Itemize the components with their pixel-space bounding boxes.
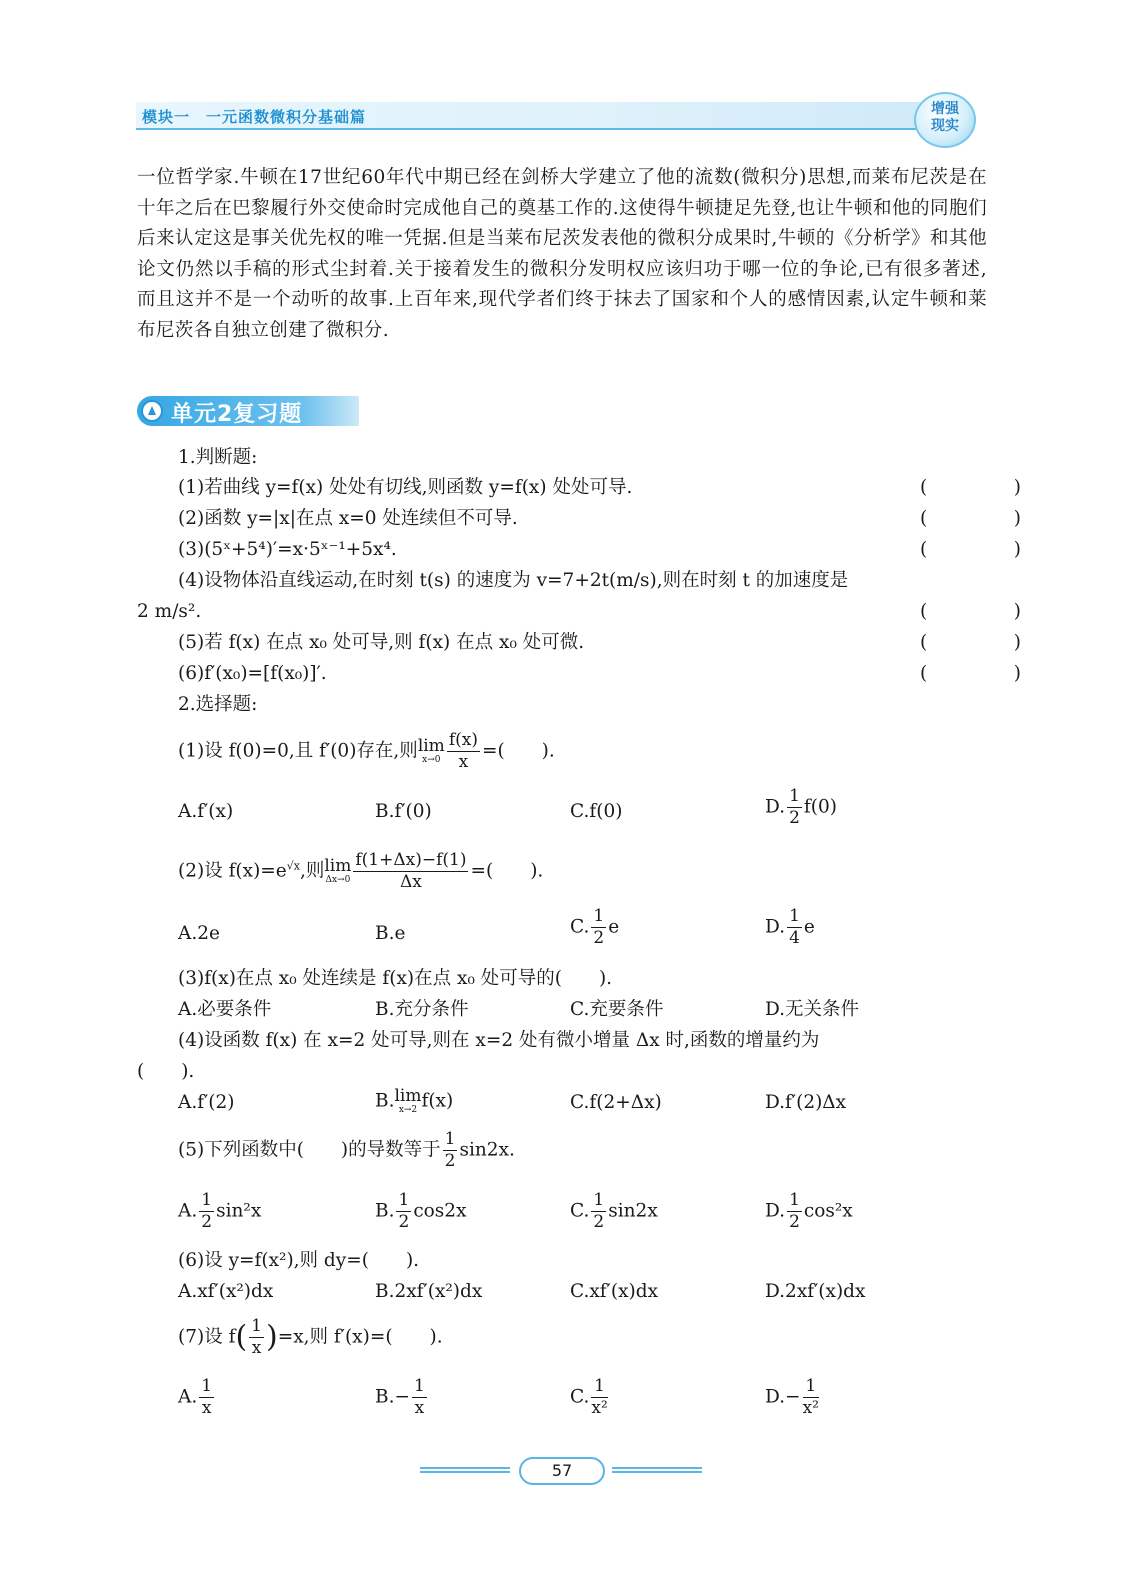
q2-p6-option-b[interactable]: B.2xf′(x²)dx: [375, 1281, 483, 1302]
q2-p7-option-b[interactable]: B.− $\frac{1}{x}$: [375, 1376, 425, 1418]
q2-p4-option-c[interactable]: C.f(2+Δx): [570, 1092, 662, 1113]
q2-p3-stem: (3)f(x)在点 x₀ 处连续是 f(x)在点 x₀ 处可导的( ).: [178, 968, 613, 989]
q2-p4-stem: (4)设函数 f(x) 在 x=2 处可导,则在 x=2 处有微小增量 Δx 时,函数的增量约为: [178, 1030, 820, 1051]
intro-paragraph: 一位哲学家.牛顿在17世纪60年代中期已经在剑桥大学建立了他的流数(微积分)思想,而莱布尼茨是在十年之后在巴黎履行外交使命时完成他自己的奠基工作的.这使得牛顿捷足先登,也让牛顿和他的同胞们后来认定这是事关优先权的唯一凭据.但是当莱布尼茨发表他的微积分成果时,牛顿的《分析学》和其他论文仍然以手稿的形式尘封着.关于接着发生的微积分发明权应该归功于哪一位的争论,已有很多著述,而且这并不是一个动听的故事.上百年来,现代学者们终于抹去了国家和个人的感情因素,认定牛顿和莱布尼茨各自独立创建了微积分.: [137, 167, 987, 341]
q2-p3-option-d[interactable]: D.无关条件: [765, 999, 860, 1020]
q2-p2-option-c[interactable]: C. $\frac{1}{2}$ e: [570, 906, 620, 948]
q2-p3-option-a[interactable]: A.必要条件: [178, 999, 272, 1020]
q2-p2-option-a[interactable]: A.2e: [178, 923, 220, 944]
badge-line-1: 增强: [931, 101, 959, 117]
answer-blank[interactable]: ( ): [920, 539, 1055, 560]
answer-blank[interactable]: ( ): [920, 508, 1055, 529]
q2-p2-option-d[interactable]: D. $\frac{1}{4}$ e: [765, 906, 815, 948]
q2-p6-stem: (6)设 y=f(x²),则 dy=( ).: [178, 1250, 420, 1271]
q2-p7-option-c[interactable]: C. $\frac{1}{\text{x²}}$: [570, 1376, 608, 1418]
q2-p7-option-a[interactable]: A. $\frac{1}{x}$: [178, 1376, 213, 1418]
q2-p1-option-d[interactable]: D. $\frac{1}{2}$ f(0): [765, 786, 837, 828]
footer-ornament-right: [612, 1467, 702, 1475]
header-rule: [136, 128, 936, 130]
q2-title: 2.选择题:: [178, 694, 258, 715]
q1-item-4-cont: 2 m/s².: [137, 601, 202, 622]
q2-p1-option-a[interactable]: A.f′(x): [178, 801, 234, 822]
q2-p1-stem: (1)设 f(0)=0,且 f′(0)存在,则 lim x→0 $\frac{f(x)}{x}$ =( ).: [178, 730, 555, 772]
q2-p6-option-c[interactable]: C.xf′(x)dx: [570, 1281, 659, 1302]
q2-p2-option-b[interactable]: B.e: [375, 923, 406, 944]
running-header: [136, 98, 926, 132]
fraction: $\frac{f(x)}{x}$: [448, 730, 478, 772]
footer-ornament-left: [420, 1467, 510, 1475]
fraction: $\frac{f(1+\Delta x)-f(1)}{\Delta x}$: [355, 850, 467, 892]
q2-p2-stem: (2)设 $f(x)=e^{√x}$,则 lim Δx→0 $\frac{f(1+\Delta x)-f(1)}{\Delta x}$ =( ).: [178, 850, 544, 892]
q2-p4-option-d[interactable]: D.f′(2)Δx: [765, 1092, 847, 1113]
q2-p3-option-b[interactable]: B.充分条件: [375, 999, 469, 1020]
q2-p1-option-b[interactable]: B.f′(0): [375, 801, 432, 822]
q1-item-2: (2)函数 y=|x|在点 x=0 处连续但不可导.: [178, 508, 518, 529]
answer-blank[interactable]: ( ): [920, 663, 1055, 684]
q2-p3-option-c[interactable]: C.充要条件: [570, 999, 664, 1020]
q1-item-6: (6)f′(x₀)=[f(x₀)]′.: [178, 663, 327, 684]
q2-p5-option-c[interactable]: C. $\frac{1}{2}$ sin2x: [570, 1190, 658, 1232]
limit: lim x→0: [417, 736, 445, 765]
q1-item-1: (1)若曲线 y=f(x) 处处有切线,则函数 y=f(x) 处处可导.: [178, 477, 633, 498]
q2-p5-stem: (5)下列函数中( )的导数等于 $\frac{1}{2}$ sin2x.: [178, 1129, 515, 1171]
answer-blank[interactable]: ( ): [920, 477, 1055, 498]
q2-p1-option-c[interactable]: C.f(0): [570, 801, 623, 822]
q2-p5-option-a[interactable]: A. $\frac{1}{2}$ sin²x: [178, 1190, 262, 1232]
mountain-icon: [141, 400, 163, 422]
q2-p5-option-d[interactable]: D. $\frac{1}{2}$ cos²x: [765, 1190, 853, 1232]
section-title: 单元2复习题: [171, 402, 303, 427]
answer-blank[interactable]: ( ): [920, 601, 1055, 622]
q1-title: 1.判断题:: [178, 447, 258, 468]
q2-p7-stem: (7)设 f( $\frac{1}{x}$ )=x,则 f′(x)=( ).: [178, 1316, 443, 1358]
q2-p7-option-d[interactable]: D.− $\frac{1}{\text{x²}}$: [765, 1376, 819, 1418]
q2-p5-option-b[interactable]: B. $\frac{1}{2}$ cos2x: [375, 1190, 467, 1232]
q2-p6-option-a[interactable]: A.xf′(x²)dx: [178, 1281, 274, 1302]
q2-p4-option-b[interactable]: B. lim x→2 f(x): [375, 1086, 454, 1115]
ar-badge-icon[interactable]: [914, 92, 976, 148]
q1-item-4: (4)设物体沿直线运动,在时刻 t(s) 的速度为 v=7+2t(m/s),则在时刻 t 的加速度是: [178, 570, 849, 591]
q2-p4-stem-cont: ( ).: [137, 1061, 195, 1082]
badge-line-2: 现实: [931, 118, 959, 134]
q1-item-3: (3)(5ˣ+5⁴)′=x·5ˣ⁻¹+5x⁴.: [178, 539, 397, 560]
q2-p6-option-d[interactable]: D.2xf′(x)dx: [765, 1281, 866, 1302]
section-heading: [137, 396, 359, 426]
q2-p4-option-a[interactable]: A.f′(2): [178, 1092, 235, 1113]
answer-blank[interactable]: ( ): [920, 632, 1055, 653]
limit: lim Δx→0: [324, 856, 352, 885]
page-number: 57: [519, 1457, 605, 1485]
q1-item-5: (5)若 f(x) 在点 x₀ 处可导,则 f(x) 在点 x₀ 处可微.: [178, 632, 585, 653]
header-title: 模块一 一元函数微积分基础篇: [142, 108, 367, 126]
